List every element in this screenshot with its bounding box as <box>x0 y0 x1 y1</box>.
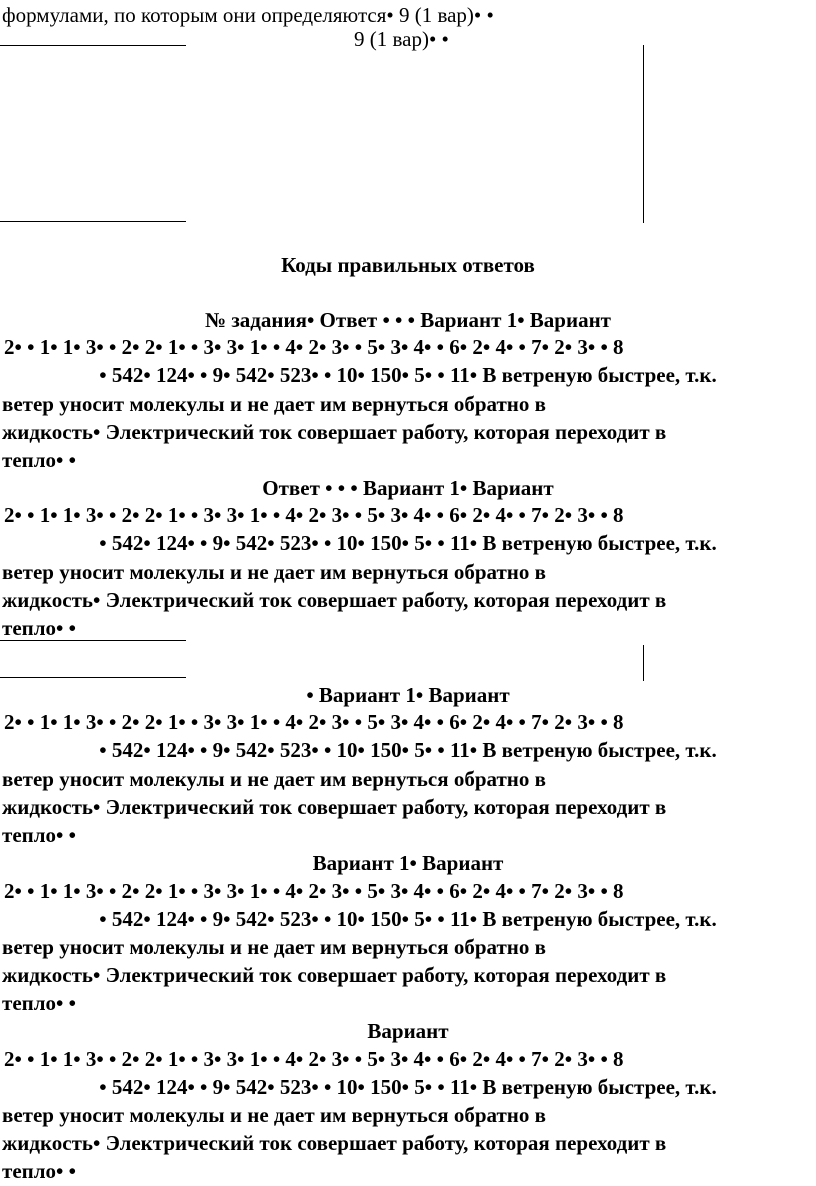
vertical-divider-top <box>643 45 644 223</box>
block-3-row-4: жидкость• Электрический ток совершает работу, которая переходит в <box>2 795 667 819</box>
block-3-row-2: • 542• 124• • 9• 542• 523• • 10• 150• 5• • 11• В ветреную быстрее, т.к. <box>99 738 717 762</box>
header-line-2: 9 (1 вар)• • <box>354 27 449 51</box>
block-4-row-4: жидкость• Электрический ток совершает работу, которая переходит в <box>2 963 667 987</box>
divider-middle-lower <box>0 677 186 678</box>
block-5-row-5: тепло• • <box>2 1159 76 1183</box>
block-2-row-3: ветер уносит молекулы и не дает им вернуться обратно в <box>2 560 546 584</box>
block-4-row-5: тепло• • <box>2 991 76 1015</box>
vertical-divider-middle <box>643 645 644 681</box>
answer-row-3: ветер уносит молекулы и не дает им вернуться обратно в <box>2 392 546 416</box>
block-4-row-2: • 542• 124• • 9• 542• 523• • 10• 150• 5• • 11• В ветреную быстрее, т.к. <box>99 907 717 931</box>
section-title: Коды правильных ответов <box>281 253 535 277</box>
divider-top <box>0 45 186 46</box>
table-header: № задания• Ответ • • • Вариант 1• Вариант <box>204 308 611 332</box>
header-line-1: формулами, по которым они определяются• 9 (1 вар)• • <box>2 3 494 27</box>
block-3-heading: • Вариант 1• Вариант <box>306 683 510 707</box>
divider-top-lower <box>0 221 186 222</box>
block-5-row-1: 2• • 1• 1• 3• • 2• 2• 1• • 3• 3• 1• • 4• 2• 3• • 5• 3• 4• • 6• 2• 4• • 7• 2• 3• • 8 <box>4 1047 624 1071</box>
block-2-row-1: 2• • 1• 1• 3• • 2• 2• 1• • 3• 3• 1• • 4• 2• 3• • 5• 3• 4• • 6• 2• 4• • 7• 2• 3• • 8 <box>4 503 624 527</box>
answer-row-5: тепло• • <box>2 448 76 472</box>
block-4-row-1: 2• • 1• 1• 3• • 2• 2• 1• • 3• 3• 1• • 4• 2• 3• • 5• 3• 4• • 6• 2• 4• • 7• 2• 3• • 8 <box>4 879 624 903</box>
block-5-heading: Вариант <box>367 1019 449 1043</box>
answer-row-2: • 542• 124• • 9• 542• 523• • 10• 150• 5• • 11• В ветреную быстрее, т.к. <box>99 363 717 387</box>
block-4-row-3: ветер уносит молекулы и не дает им вернуться обратно в <box>2 935 546 959</box>
divider-middle <box>0 640 186 641</box>
block-2-heading: Ответ • • • Вариант 1• Вариант <box>262 476 554 500</box>
block-3-row-5: тепло• • <box>2 823 76 847</box>
answer-row-1: 2• • 1• 1• 3• • 2• 2• 1• • 3• 3• 1• • 4• 2• 3• • 5• 3• 4• • 6• 2• 4• • 7• 2• 3• • 8 <box>4 335 624 359</box>
block-2-row-2: • 542• 124• • 9• 542• 523• • 10• 150• 5• • 11• В ветреную быстрее, т.к. <box>99 531 717 555</box>
block-5-row-4: жидкость• Электрический ток совершает работу, которая переходит в <box>2 1131 667 1155</box>
block-2-row-5: тепло• • <box>2 616 76 640</box>
block-5-row-2: • 542• 124• • 9• 542• 523• • 10• 150• 5• • 11• В ветреную быстрее, т.к. <box>99 1075 717 1099</box>
block-4-heading: Вариант 1• Вариант <box>312 851 504 875</box>
block-3-row-3: ветер уносит молекулы и не дает им вернуться обратно в <box>2 767 546 791</box>
block-5-row-3: ветер уносит молекулы и не дает им вернуться обратно в <box>2 1103 546 1127</box>
block-3-row-1: 2• • 1• 1• 3• • 2• 2• 1• • 3• 3• 1• • 4• 2• 3• • 5• 3• 4• • 6• 2• 4• • 7• 2• 3• • 8 <box>4 710 624 734</box>
answer-row-4: жидкость• Электрический ток совершает работу, которая переходит в <box>2 420 667 444</box>
block-2-row-4: жидкость• Электрический ток совершает работу, которая переходит в <box>2 588 667 612</box>
